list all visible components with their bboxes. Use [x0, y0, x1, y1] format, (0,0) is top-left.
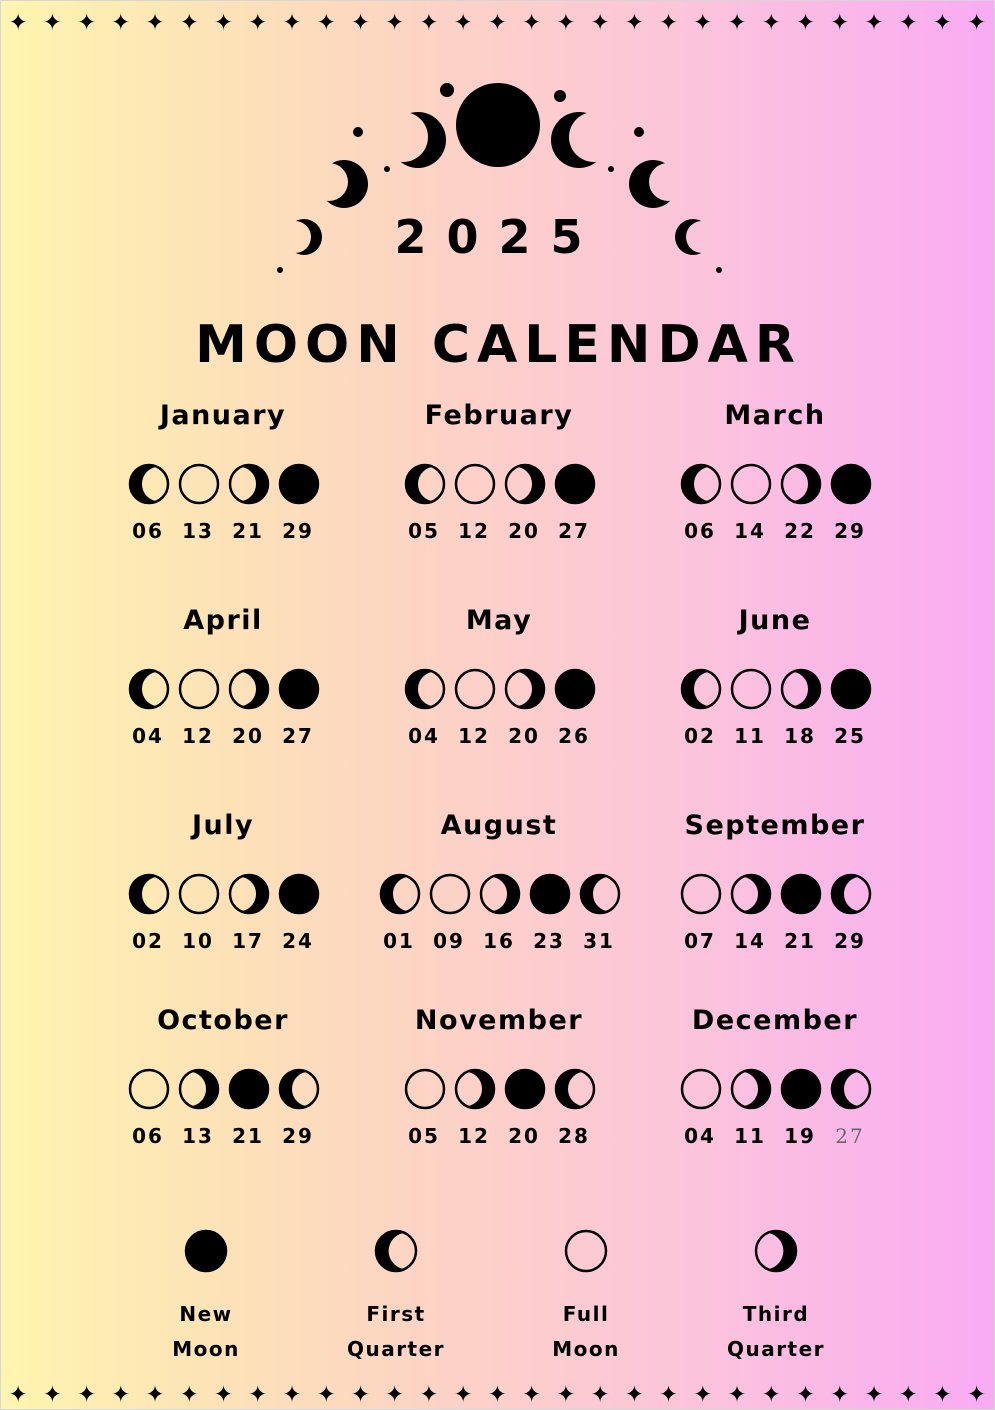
star-icon: ✦ [385, 1381, 405, 1408]
month-name: September [684, 810, 866, 841]
star-icon: ✦ [658, 9, 679, 36]
star-icon: ✦ [385, 9, 405, 36]
phase-cell [554, 668, 594, 748]
star-icon: ✦ [213, 1381, 234, 1408]
star-icon: ✦ [624, 9, 644, 36]
phase-cell [730, 1068, 770, 1148]
phase-row [620, 668, 930, 748]
month-june [620, 604, 930, 748]
star-icon: ✦ [8, 1381, 28, 1408]
phase-cell [529, 873, 569, 953]
legend-label: Full Moon [552, 1302, 620, 1361]
phase-cell [479, 873, 519, 953]
phase-row [344, 668, 654, 748]
phase-date: 10 [182, 929, 214, 953]
waxing-crescent-icon [629, 160, 677, 208]
month-october [68, 1004, 378, 1148]
phase-date: 02 [132, 929, 164, 953]
phase-cell [429, 873, 469, 953]
month-may [344, 604, 654, 748]
third-quarter-moon-icon [228, 668, 270, 710]
star-dot-icon [440, 83, 454, 97]
full-moon-icon [178, 668, 220, 710]
month-name: November [414, 1005, 584, 1036]
first-quarter-moon-icon [830, 1068, 872, 1110]
star-dot-icon [384, 166, 390, 172]
phase-date: 12 [458, 1124, 490, 1148]
waxing-crescent-icon [551, 112, 607, 168]
phase-date: 16 [483, 929, 515, 953]
first-quarter-moon-icon [278, 1068, 320, 1110]
phase-cell [228, 668, 268, 748]
full-moon-icon [404, 1068, 446, 1110]
new-moon-icon [504, 1068, 546, 1110]
star-icon: ✦ [727, 9, 747, 36]
phase-cell [178, 668, 218, 748]
phase-date: 01 [383, 929, 415, 953]
star-icon: ✦ [248, 1381, 268, 1408]
star-icon: ✦ [111, 1381, 131, 1408]
phase-date: 27 [558, 519, 590, 543]
legend-new [121, 1229, 291, 1367]
first-quarter-moon-icon [128, 463, 170, 505]
phase-date: 04 [132, 724, 164, 748]
phase-cell [579, 873, 619, 953]
phase-date: 28 [558, 1124, 590, 1148]
third-quarter-moon-icon [504, 463, 546, 505]
phase-cell [178, 463, 218, 543]
legend-label: First Quarter [346, 1302, 446, 1361]
star-icon: ✦ [830, 1381, 850, 1408]
star-icon: ✦ [419, 9, 439, 36]
star-icon: ✦ [145, 1381, 165, 1408]
phase-cell [830, 1068, 870, 1148]
year-heading: 2025 [394, 210, 603, 264]
legend-full [501, 1229, 671, 1367]
phase-date: 06 [684, 519, 716, 543]
phase-date: 20 [232, 724, 264, 748]
phase-cell [830, 873, 870, 953]
third-quarter-moon-icon [454, 1068, 496, 1110]
star-icon: ✦ [419, 1381, 439, 1408]
first-quarter-moon-icon [379, 873, 421, 915]
third-quarter-moon-icon [780, 463, 822, 505]
month-name: October [157, 1005, 289, 1036]
full-moon-icon [564, 1229, 608, 1273]
phase-cell [680, 463, 720, 543]
third-quarter-moon-icon [754, 1229, 798, 1273]
full-moon-icon [178, 873, 220, 915]
phase-date: 14 [734, 519, 766, 543]
phase-date: 17 [232, 929, 264, 953]
phase-row [68, 873, 378, 953]
phase-date: 29 [282, 1124, 314, 1148]
phase-date: 12 [458, 724, 490, 748]
star-icon: ✦ [795, 9, 816, 36]
star-icon: ✦ [350, 1381, 371, 1408]
month-name: August [440, 810, 558, 841]
full-moon-icon [730, 463, 772, 505]
phase-date: 25 [834, 724, 866, 748]
star-icon: ✦ [8, 9, 28, 36]
phase-date: 12 [458, 519, 490, 543]
full-moon-icon [730, 668, 772, 710]
waning-crescent-icon [390, 112, 446, 168]
first-quarter-moon-icon [128, 873, 170, 915]
star-icon: ✦ [282, 9, 302, 36]
phase-row [620, 873, 930, 953]
star-icon: ✦ [864, 9, 884, 36]
phase-date: 12 [182, 724, 214, 748]
phase-cell [228, 1068, 268, 1148]
star-icon: ✦ [624, 1381, 644, 1408]
new-moon-icon [554, 463, 596, 505]
third-quarter-moon-icon [730, 873, 772, 915]
phase-cell [278, 463, 318, 543]
phase-date: 19 [784, 1124, 816, 1148]
star-icon: ✦ [487, 1381, 508, 1408]
phase-cell [404, 463, 444, 543]
star-icon: ✦ [556, 1381, 576, 1408]
star-icon: ✦ [898, 1381, 918, 1408]
phase-cell [680, 668, 720, 748]
full-moon-icon [429, 873, 471, 915]
bottom-star-border [1, 1378, 994, 1410]
star-icon: ✦ [42, 1381, 62, 1408]
new-moon-icon [278, 668, 320, 710]
star-icon: ✦ [590, 1381, 610, 1408]
phase-cell [504, 463, 544, 543]
phase-cell [128, 873, 168, 953]
phase-date: 24 [282, 929, 314, 953]
phase-cell [278, 1068, 318, 1148]
phase-cell [780, 873, 820, 953]
phase-cell [454, 463, 494, 543]
phase-cell [128, 1068, 168, 1148]
star-icon: ✦ [693, 9, 713, 36]
third-quarter-moon-icon [730, 1068, 772, 1110]
phase-cell [504, 668, 544, 748]
third-quarter-moon-icon [228, 873, 270, 915]
star-icon: ✦ [795, 1381, 816, 1408]
phase-date: 29 [834, 929, 866, 953]
first-quarter-moon-icon [404, 668, 446, 710]
star-icon: ✦ [76, 9, 97, 36]
full-moon-icon [128, 1068, 170, 1110]
month-name: December [691, 1005, 859, 1036]
phase-cell [680, 1068, 720, 1148]
month-september [620, 809, 930, 953]
new-moon-icon [228, 1068, 270, 1110]
phase-cell [128, 668, 168, 748]
phase-row [620, 463, 930, 543]
month-name: June [738, 605, 812, 636]
phase-date: 11 [734, 1124, 766, 1148]
phase-row [344, 1068, 654, 1148]
phase-cell [404, 1068, 444, 1148]
phase-cell [830, 463, 870, 543]
star-dot-icon [277, 267, 283, 273]
third-quarter-moon-icon [504, 668, 546, 710]
star-icon: ✦ [316, 9, 336, 36]
third-quarter-moon-icon [479, 873, 521, 915]
star-icon: ✦ [761, 9, 781, 36]
full-moon-icon [456, 83, 540, 167]
phase-cell [178, 873, 218, 953]
full-moon-icon [454, 668, 496, 710]
month-july [68, 809, 378, 953]
star-icon: ✦ [658, 1381, 679, 1408]
star-icon: ✦ [864, 1381, 884, 1408]
page-title: MOON CALENDAR [195, 315, 802, 375]
phase-cell [780, 1068, 820, 1148]
full-moon-icon [680, 1068, 722, 1110]
phase-date: 23 [533, 929, 565, 953]
month-february [344, 399, 654, 543]
phase-date: 05 [408, 519, 440, 543]
phase-date: 04 [684, 1124, 716, 1148]
waning-crescent-icon [320, 160, 368, 208]
month-name: April [183, 605, 263, 636]
legend-label: Third Quarter [726, 1302, 826, 1361]
month-name: May [465, 605, 533, 636]
phase-date: 04 [408, 724, 440, 748]
phase-date: 22 [784, 519, 816, 543]
phase-cell [730, 873, 770, 953]
phase-date: 21 [232, 1124, 264, 1148]
phase-cell [554, 463, 594, 543]
star-icon: ✦ [521, 9, 542, 36]
new-moon-icon [780, 1068, 822, 1110]
phase-cell [780, 668, 820, 748]
star-dot-icon [353, 127, 363, 137]
star-icon: ✦ [248, 9, 268, 36]
star-icon: ✦ [453, 9, 473, 36]
star-icon: ✦ [179, 9, 199, 36]
phase-cell [278, 873, 318, 953]
star-icon: ✦ [42, 9, 62, 36]
new-moon-icon [278, 873, 320, 915]
phase-cell [780, 463, 820, 543]
phase-date: 05 [408, 1124, 440, 1148]
star-icon: ✦ [932, 1381, 953, 1408]
first-quarter-moon-icon [680, 668, 722, 710]
first-quarter-moon-icon [404, 463, 446, 505]
legend-third-quarter [691, 1229, 861, 1367]
star-icon: ✦ [967, 1381, 987, 1408]
phase-cell [504, 1068, 544, 1148]
star-icon: ✦ [76, 1381, 97, 1408]
full-moon-icon [454, 463, 496, 505]
phase-cell [554, 1068, 594, 1148]
full-moon-icon [680, 873, 722, 915]
third-quarter-moon-icon [780, 668, 822, 710]
phase-cell [454, 668, 494, 748]
phase-row [68, 463, 378, 543]
phase-date: 14 [734, 929, 766, 953]
phase-date: 09 [433, 929, 465, 953]
phase-date: 31 [583, 929, 615, 953]
phase-cell [730, 463, 770, 543]
star-icon: ✦ [898, 9, 918, 36]
phase-row [68, 1068, 378, 1148]
phase-date: 21 [784, 929, 816, 953]
new-moon-icon [830, 463, 872, 505]
phase-date: 18 [784, 724, 816, 748]
first-quarter-moon-icon [680, 463, 722, 505]
first-quarter-moon-icon [128, 668, 170, 710]
star-dot-icon [608, 166, 614, 172]
new-moon-icon [554, 668, 596, 710]
phase-date: 27 [282, 724, 314, 748]
legend-label: New Moon [172, 1302, 240, 1361]
phase-cell [404, 668, 444, 748]
month-april [68, 604, 378, 748]
star-icon: ✦ [967, 9, 987, 36]
phase-date: 02 [684, 724, 716, 748]
new-moon-icon [184, 1229, 228, 1273]
third-quarter-moon-icon [178, 1068, 220, 1110]
phase-date: 27 [835, 1124, 865, 1148]
phase-date: 26 [558, 724, 590, 748]
star-icon: ✦ [350, 9, 371, 36]
star-icon: ✦ [590, 9, 610, 36]
phase-cell [228, 463, 268, 543]
star-dot-icon [716, 267, 722, 273]
phase-row [344, 463, 654, 543]
first-quarter-moon-icon [830, 873, 872, 915]
star-icon: ✦ [213, 9, 234, 36]
phase-date: 06 [132, 519, 164, 543]
legend-first-quarter [311, 1229, 481, 1367]
month-name: February [424, 400, 574, 431]
new-moon-icon [780, 873, 822, 915]
star-icon: ✦ [693, 1381, 713, 1408]
star-icon: ✦ [282, 1381, 302, 1408]
phase-date: 20 [508, 1124, 540, 1148]
month-august [344, 809, 654, 953]
phase-date: 29 [282, 519, 314, 543]
star-icon: ✦ [453, 1381, 473, 1408]
phase-date: 20 [508, 724, 540, 748]
star-dot-icon [554, 90, 566, 102]
phase-date: 11 [734, 724, 766, 748]
star-icon: ✦ [830, 9, 850, 36]
phase-cell [730, 668, 770, 748]
third-quarter-moon-icon [228, 463, 270, 505]
star-icon: ✦ [316, 1381, 336, 1408]
phase-date: 13 [182, 519, 214, 543]
phase-date: 06 [132, 1124, 164, 1148]
first-quarter-moon-icon [579, 873, 621, 915]
star-icon: ✦ [179, 1381, 199, 1408]
phase-row [344, 873, 654, 953]
phase-cell [278, 668, 318, 748]
month-name: July [191, 810, 255, 841]
first-quarter-moon-icon [374, 1229, 418, 1273]
new-moon-icon [278, 463, 320, 505]
star-icon: ✦ [111, 9, 131, 36]
phase-cell [454, 1068, 494, 1148]
phase-cell [128, 463, 168, 543]
month-name: March [724, 400, 826, 431]
phase-cell [178, 1068, 218, 1148]
star-dot-icon [634, 127, 644, 137]
new-moon-icon [529, 873, 571, 915]
first-quarter-moon-icon [554, 1068, 596, 1110]
phase-cell [830, 668, 870, 748]
phase-date: 20 [508, 519, 540, 543]
phase-date: 21 [232, 519, 264, 543]
phase-date: 29 [834, 519, 866, 543]
phase-cell [379, 873, 419, 953]
phase-row [620, 1068, 930, 1148]
month-march [620, 399, 930, 543]
phase-cell [680, 873, 720, 953]
new-moon-icon [830, 668, 872, 710]
star-icon: ✦ [761, 1381, 781, 1408]
phase-date: 07 [684, 929, 716, 953]
star-icon: ✦ [727, 1381, 747, 1408]
phase-cell [228, 873, 268, 953]
phase-row [68, 668, 378, 748]
month-name: January [159, 400, 287, 431]
star-icon: ✦ [521, 1381, 542, 1408]
month-january [68, 399, 378, 543]
star-icon: ✦ [487, 9, 508, 36]
month-december [620, 1004, 930, 1148]
phase-date: 13 [182, 1124, 214, 1148]
star-icon: ✦ [932, 9, 953, 36]
star-icon: ✦ [145, 9, 165, 36]
star-icon: ✦ [556, 9, 576, 36]
full-moon-icon [178, 463, 220, 505]
month-november [344, 1004, 654, 1148]
